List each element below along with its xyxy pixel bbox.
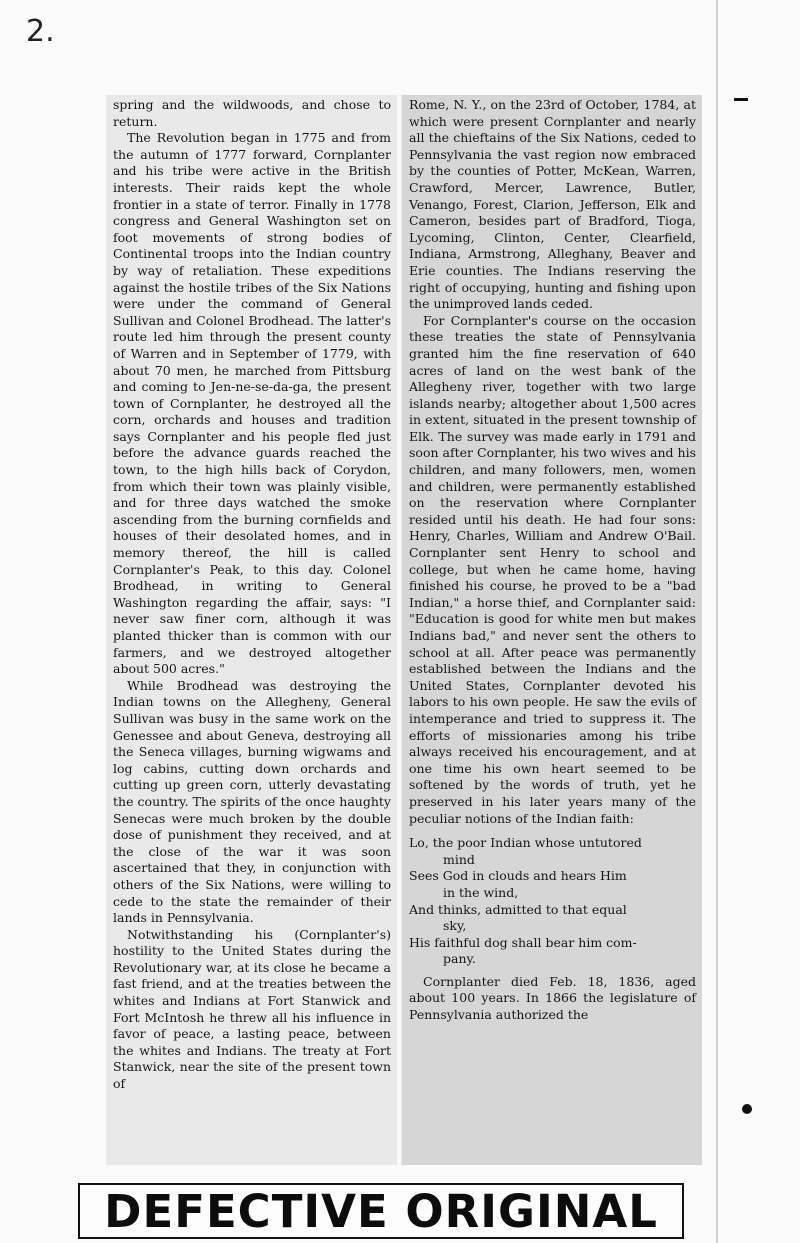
paragraph: For Cornplanter's course on the occasion these treaties the state of Pennsylvania granted him the fine reservation of 640 acres of land on the west bank of the Allegheny river, together with two large islands nearby; altogether about 1,500 acres in extent, situated in the present township of Elk. The survey was made early in 1791 and soon after Cornplanter, his two wives and his children, and many followers, men, women and children, were permanently established on the reservation where Cornplanter resided until his death. He had four sons: Henry, Charles, William and Andrew O'Bail. Cornplanter sent Henry to school and college, but when he came home, having finished his course, he proved to be a "bad Indian," a horse thief, and Cornplanter said: "Education is good for white men but makes Indians bad," and never sent the others to school at all. After peace was permanently established between the Indians and the United States, Cornplanter devoted his labors to his own people. He saw the evils of intemperance and tried to suppress it. The efforts of missionaries among his tribe always received his encouragement, and at one time his own heart seemed to be softened by the words of truth, yet he preserved in his later years many of the peculiar notions of the Indian faith: — [409, 312, 696, 826]
poem-line: Lo, the poor Indian whose untutored — [409, 835, 642, 851]
poem-quote — [409, 835, 696, 968]
poem-line: in the wind, — [443, 884, 519, 900]
defective-original-stamp: DEFECTIVE ORIGINAL — [78, 1183, 684, 1239]
poem-line: pany. — [443, 951, 476, 967]
paragraph: Notwithstanding his (Cornplanter's) hostility to the United States during the Revolutionary war, at its close he became a fast friend, and at the treaties between the whites and Indians at Fort Stanwick and Fort McIntosh he threw all his influence in favor of peace, a lasting peace, between the whites and Indians. The treaty at Fort Stanwick, near the site of the present town of — [113, 926, 391, 1092]
poem-line: His faithful dog shall bear him com- — [409, 934, 637, 950]
poem-line: mind — [443, 851, 475, 867]
closing-paragraph: Cornplanter died Feb. 18, 1836, aged about 100 years. In 1866 the legislature of Pennsylvania authorized the — [409, 973, 696, 1023]
paragraph: The Revolution began in 1775 and from the autumn of 1777 forward, Cornplanter and his tribe were active in the British interests. Their raids kept the whole frontier in a state of terror. Finally in 1778 congress and General Washington set on foot movements of strong bodies of Continental troops into the Indian country by way of retaliation. These expeditions against the hostile tribes of the Six Nations were under the command of General Sullivan and Colonel Brodhead. The latter's route led him through the present county of Warren and in September of 1779, with about 70 men, he marched from Pittsburg and coming to Jen-ne-se-da-ga, the present town of Cornplanter, he destroyed all the corn, orchards and houses and tradition says Cornplanter and his people fled just before the advance guards reached the town, to the high hills back of Corydon, from which their town was plainly visible, and for three days watched the smoke ascending from the burning cornfields and houses of their desolated homes, and in memory thereof, the hill is called Cornplanter's Peak, to this day. Colonel Brodhead, in writing to General Washington regarding the affair, says: "I never saw finer corn, although it was planted thicker than is common with our farmers, and we destroyed altogether about 500 acres." — [113, 130, 391, 677]
scan-speck — [742, 1104, 752, 1114]
scan-speck — [734, 98, 748, 101]
newspaper-clipping — [106, 95, 702, 1165]
right-column-paragraphs — [409, 97, 696, 827]
column-divider — [397, 95, 401, 1165]
right-column — [402, 95, 702, 1165]
poem-line: Sees God in clouds and hears Him — [409, 868, 627, 884]
poem-line: sky, — [443, 918, 467, 934]
paragraph: spring and the wildwoods, and chose to return. — [113, 97, 391, 129]
margin-rule — [716, 0, 718, 1243]
paragraph: Rome, N. Y., on the 23rd of October, 1784, at which were present Cornplanter and nearly all the chieftains of the Six Nations, ceded to Pennsylvania the vast region now embraced by the counties of Potter, McKean, Warren, Crawford, Mercer, Lawrence, Butler, Venango, Forest, Clarion, Jefferson, Elk and Cameron, besides part of Bradford, Tioga, Lycoming, Clinton, Center, Clearfield, Indiana, Armstrong, Alleghany, Beaver and Erie counties. The Indians reserving the right of occupying, hunting and fishing upon the unimproved lands ceded. — [409, 97, 696, 312]
paragraph: While Brodhead was destroying the Indian towns on the Allegheny, General Sullivan was busy in the same work on the Genessee and about Geneva, destroying all the Seneca villages, burning wigwams and log cabins, cutting down orchards and cutting up green corn, utterly devastating the country. The spirits of the once haughty Senecas were much broken by the double dose of punishment they received, and at the close of the war it was soon ascertained that they, in conjunction with others of the Six Nations, were willing to cede to the state the remainder of their lands in Pennsylvania. — [113, 677, 391, 926]
page-number: 2. — [26, 14, 55, 49]
left-column — [106, 95, 396, 1165]
poem-line: And thinks, admitted to that equal — [409, 901, 627, 917]
